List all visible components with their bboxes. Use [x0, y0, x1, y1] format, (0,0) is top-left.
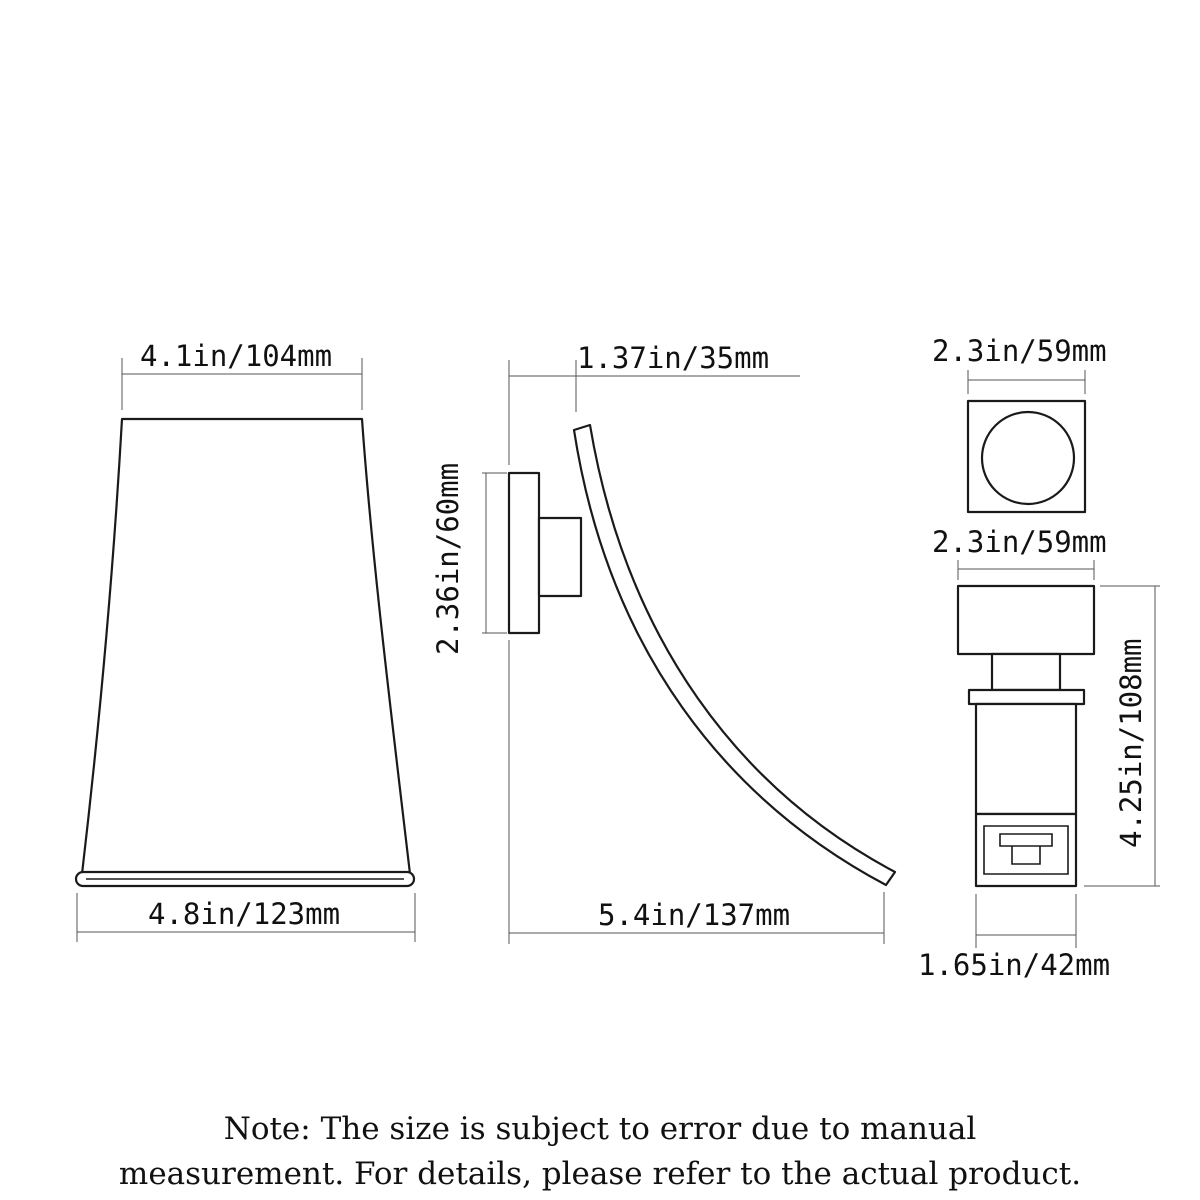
handle-plate-width-dimension — [932, 334, 1107, 394]
side-total-length-dimension — [509, 640, 884, 944]
spout-front-outline — [82, 419, 410, 874]
handle-body-width-dimension — [932, 525, 1107, 580]
side-projection-dimension — [509, 341, 800, 465]
spout-top-width-label: 4.1in/104mm — [140, 339, 333, 373]
spout-front-view — [76, 339, 415, 942]
spout-bottom-width-label: 4.8in/123mm — [148, 897, 341, 931]
side-wall-mount-plate — [509, 473, 539, 633]
side-total-length-label: 5.4in/137mm — [598, 898, 791, 932]
spout-top-width-dimension — [122, 339, 362, 410]
side-projection-label: 1.37in/35mm — [577, 341, 770, 375]
side-connector-neck — [539, 518, 581, 596]
side-mount-height-dimension — [431, 463, 507, 655]
handle-base-width-label: 1.65in/42mm — [918, 948, 1111, 982]
handle-height-label: 4.25in/108mm — [1114, 638, 1148, 848]
measurement-note-line-2: measurement. For details, please refer to the actual product. — [118, 1156, 1082, 1192]
handle-body — [976, 704, 1076, 814]
handle-top-view — [932, 334, 1107, 512]
handle-round-knob — [982, 412, 1074, 504]
handle-stem — [992, 654, 1060, 690]
handle-base-width-dimension — [918, 894, 1110, 982]
handle-flange — [969, 690, 1084, 704]
handle-cap-block — [958, 586, 1094, 654]
side-mount-height-label: 2.36in/60mm — [431, 462, 465, 655]
spout-bottom-width-dimension — [77, 893, 415, 942]
handle-side-view — [918, 525, 1160, 982]
measurement-note-line-1: Note: The size is subject to error due to manual — [223, 1111, 977, 1147]
side-curved-spout — [574, 425, 895, 885]
handle-plate-width-label: 2.3in/59mm — [932, 334, 1107, 368]
handle-height-dimension — [1084, 586, 1160, 886]
handle-body-width-label: 2.3in/59mm — [932, 525, 1107, 559]
handle-base-bracket — [976, 814, 1076, 886]
spout-side-view — [431, 341, 895, 944]
